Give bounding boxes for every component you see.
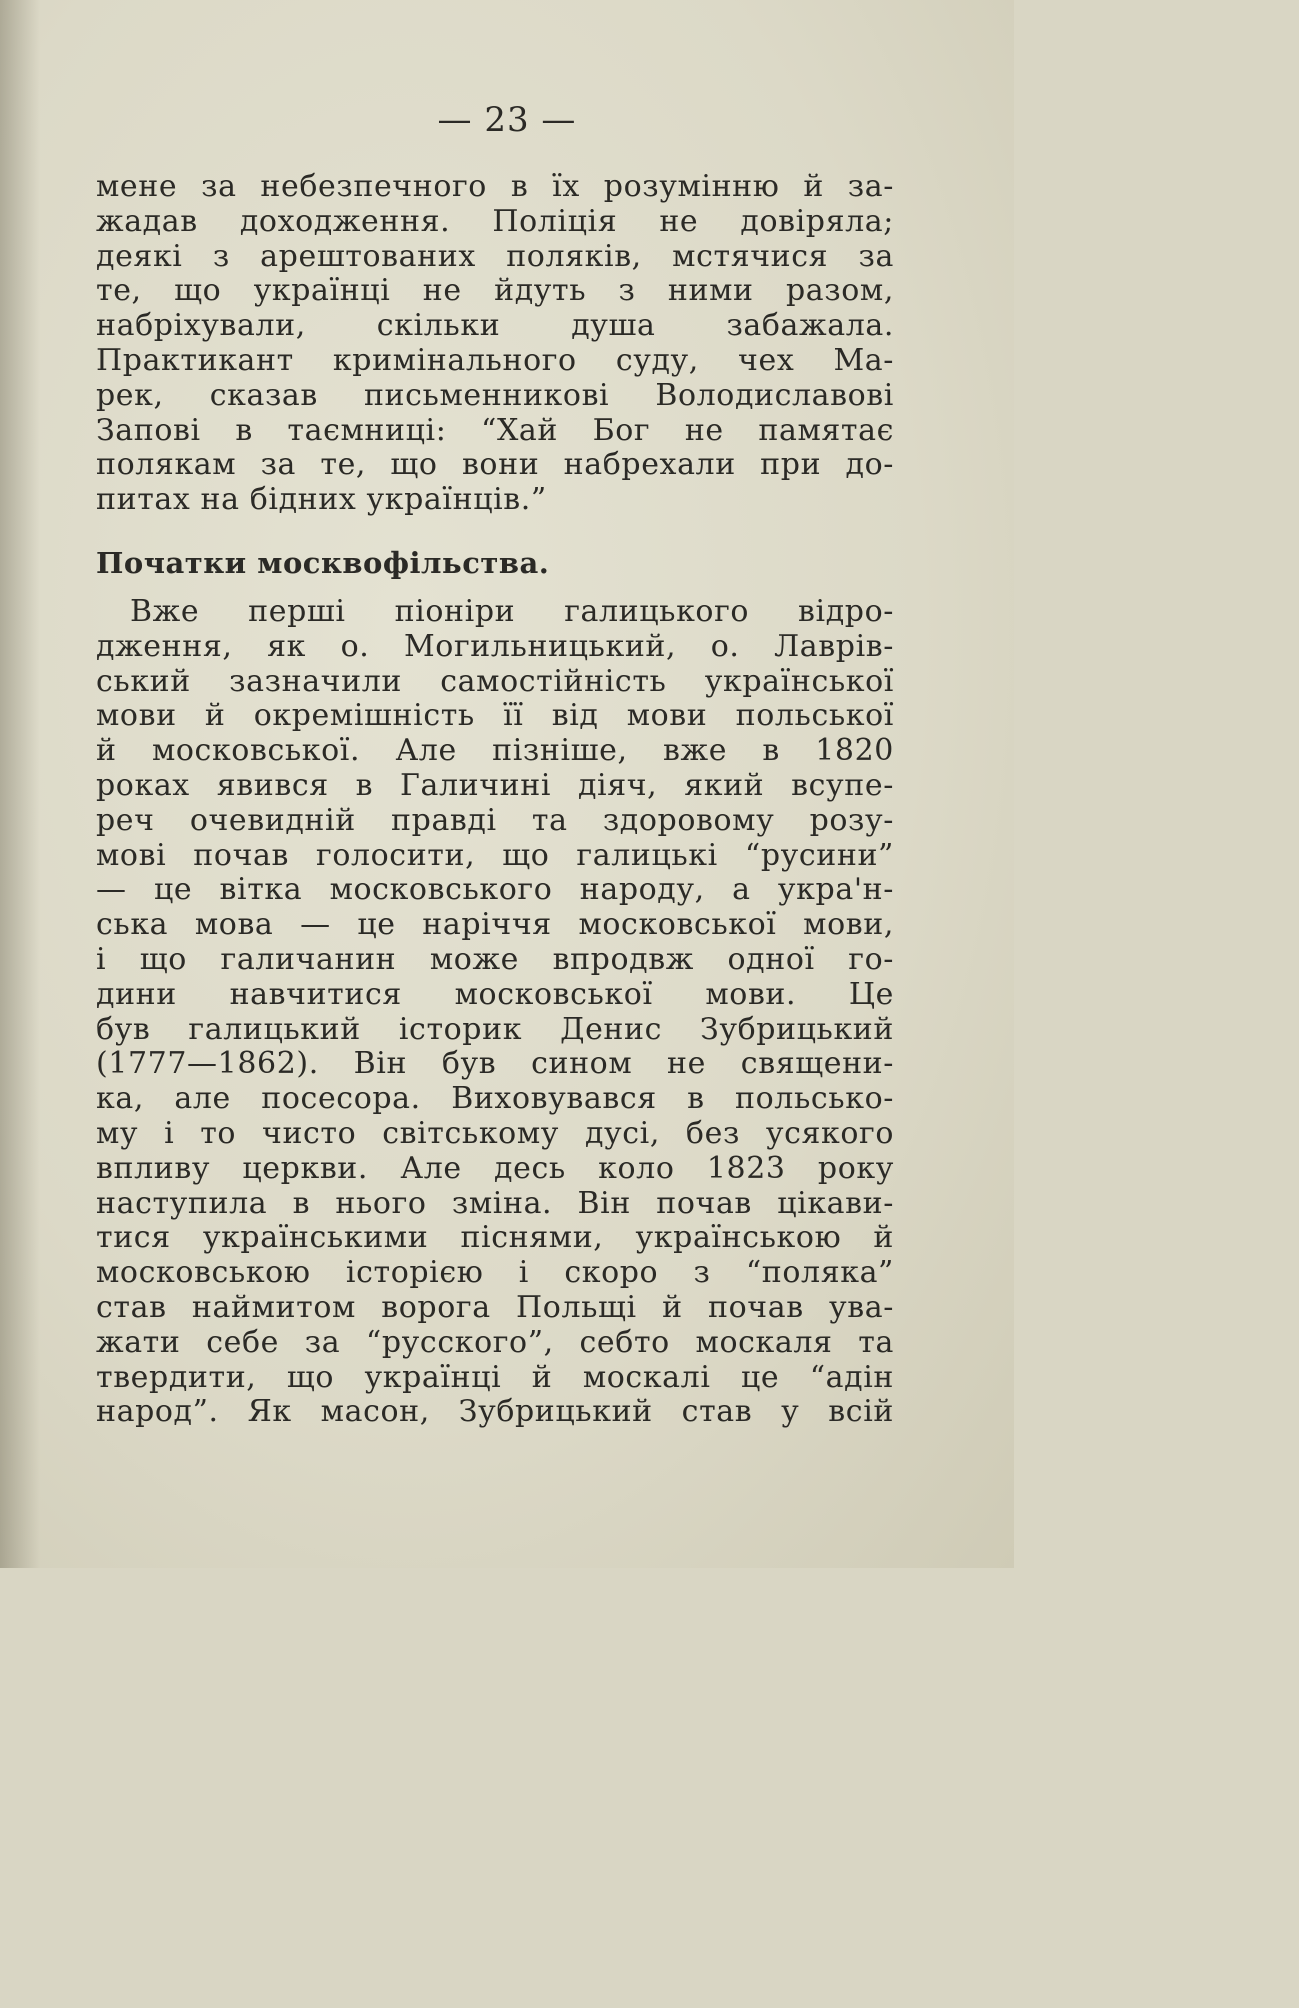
text-line: Вже перші піоніри галицького відро- [130, 593, 894, 629]
page-number: — 23 — [437, 100, 577, 140]
text-line: був галицький історик Денис Зубрицький [96, 1011, 894, 1047]
text-line: ський зазначили самостійність української [96, 663, 894, 699]
text-line: Практикант кримінального суду, чех Ма- [96, 342, 894, 378]
text-line: набріхували, скільки душа забажала. [96, 308, 894, 344]
text-line: жадав доходження. Поліція не довіряла; [96, 203, 894, 239]
section-heading: Початки москвофільства. [96, 545, 550, 580]
text-line: дження, як о. Могильницький, о. Лаврів- [96, 628, 894, 664]
text-line: ка, але посесора. Виховувався в польсько- [96, 1081, 894, 1117]
text-line: мови й окремішність її від мови польської [96, 698, 894, 734]
text-line: твердити, що українці й москалі це “адін [96, 1359, 894, 1395]
page-edge-shadow [0, 0, 40, 1568]
text-line: наступила в нього зміна. Він почав цікави- [96, 1185, 894, 1221]
paragraph-2 [96, 595, 894, 1430]
text-line: питах на бідних українців.” [96, 482, 547, 518]
text-line: Запові в таємниці: “Хай Бог не памятає [96, 412, 894, 448]
text-line: полякам за те, що вони набрехали при до- [96, 447, 894, 483]
text-line: му і то чисто світському дусі, без усякого [96, 1115, 894, 1151]
text-line: те, що українці не йдуть з ними разом, [96, 273, 894, 309]
text-line: впливу церкви. Але десь коло 1823 року [96, 1150, 894, 1186]
text-line: тися українськими піснями, українською й [96, 1220, 894, 1256]
text-line: й московської. Але пізніше, вже в 1820 [96, 733, 894, 769]
text-line: дини навчитися московської мови. Це [96, 976, 894, 1012]
text-line: роках явився в Галичині діяч, який всупе- [96, 767, 894, 803]
body-text [96, 170, 894, 1430]
text-line: жати себе за “русского”, себто москаля та [96, 1324, 894, 1360]
text-line: ська мова — це наріччя московської мови, [96, 907, 894, 943]
text-line: мене за небезпечного в їх розумінню й за- [96, 169, 894, 204]
text-line: народ”. Як масон, Зубрицький став у всій [96, 1394, 894, 1430]
text-line: рек, сказав письменникові Володиславові [96, 377, 894, 413]
text-line: реч очевидній правді та здоровому розу- [96, 802, 894, 838]
text-line: — це вітка московського народу, а укра'н- [96, 872, 894, 908]
text-line: деякі з арештованих поляків, мстячися за [96, 238, 894, 274]
paragraph-1 [96, 170, 894, 518]
text-line: московською історією і скоро з “поляка” [96, 1255, 894, 1291]
text-line: мові почав голосити, що галицькі “русини” [96, 837, 894, 873]
text-line: став наймитом ворога Польщі й почав ува- [96, 1289, 894, 1325]
text-line: і що галичанин може впродвж одної го- [96, 941, 894, 977]
text-line: (1777—1862). Він був сином не священи- [96, 1046, 894, 1082]
